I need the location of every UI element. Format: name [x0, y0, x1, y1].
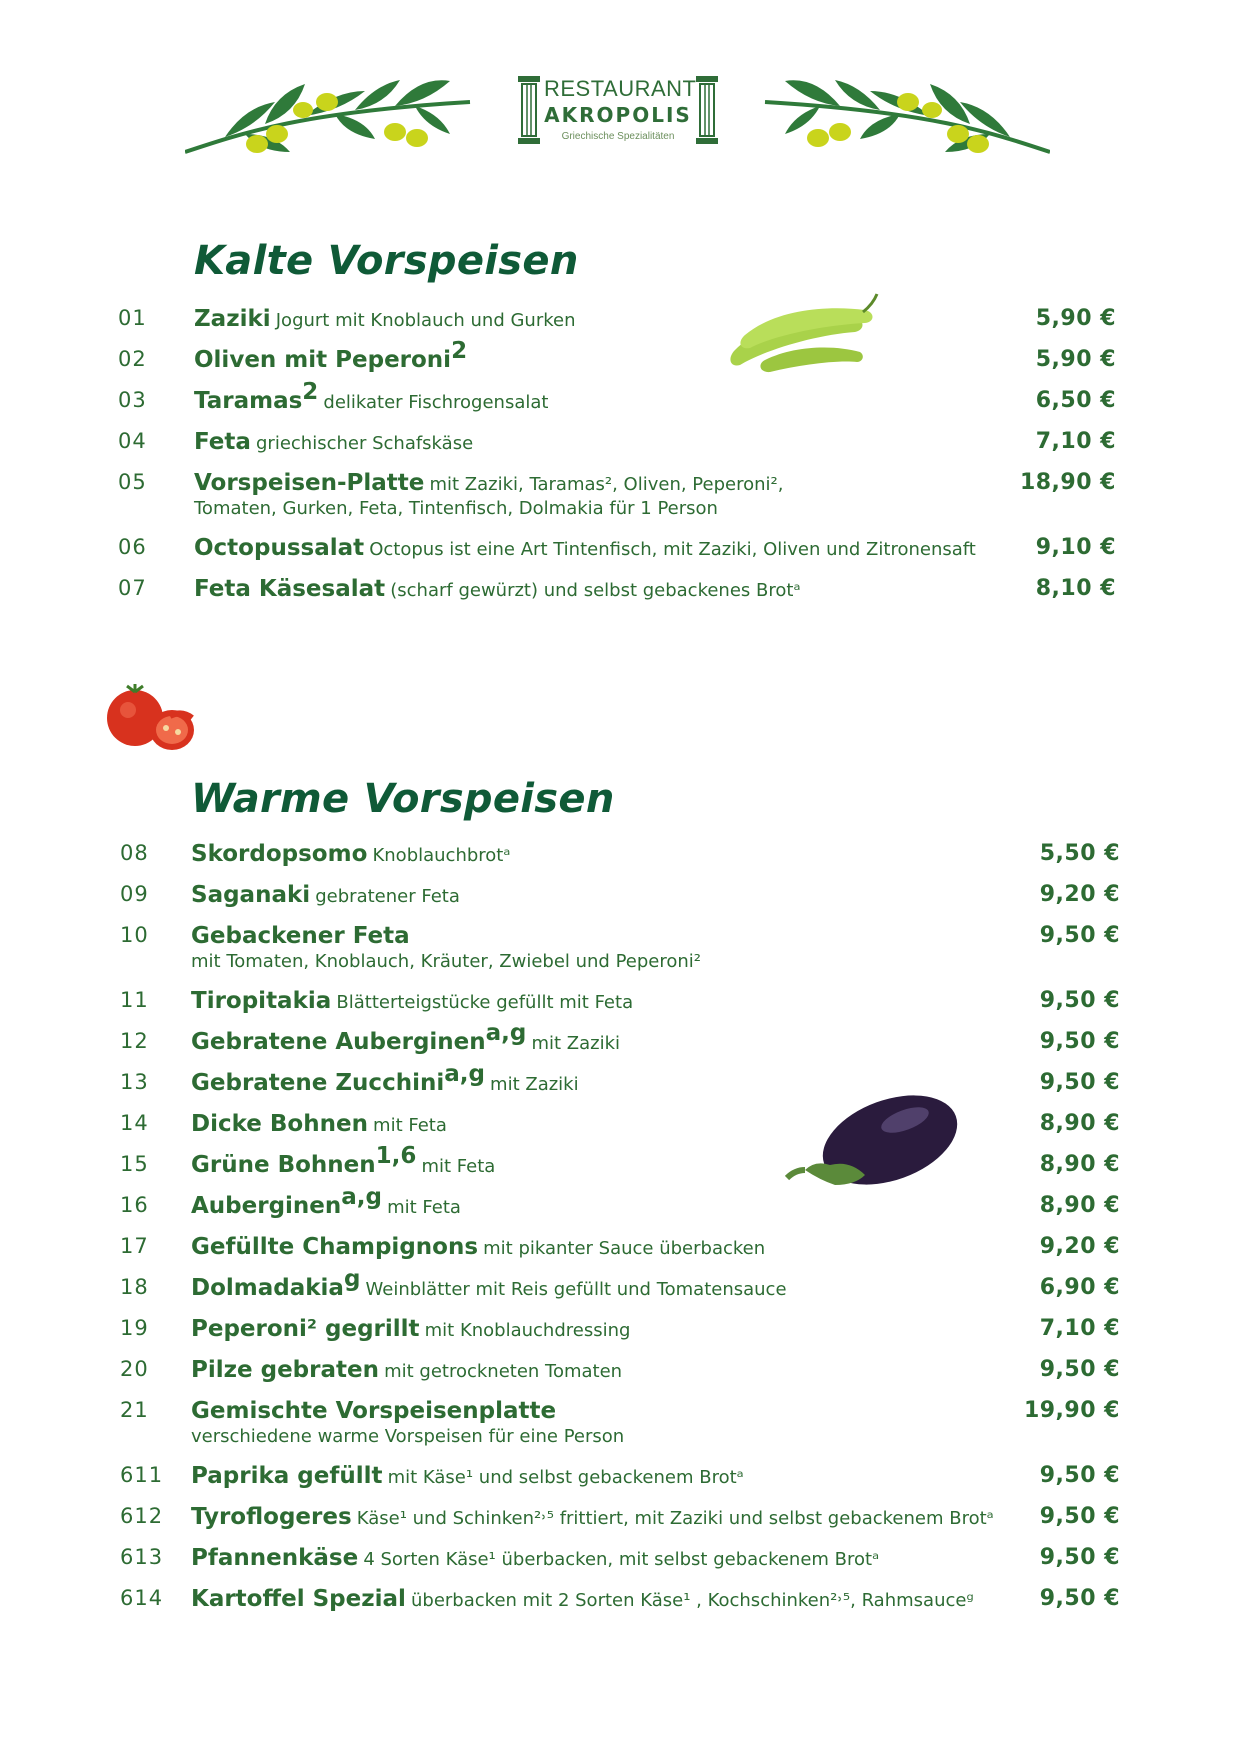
item-price: 8,90 €: [1039, 1111, 1120, 1136]
item-price: 9,20 €: [1039, 882, 1120, 907]
item-price: 9,50 €: [1039, 1357, 1120, 1382]
item-body: [191, 1463, 744, 1489]
item-description: mit Zaziki: [531, 1033, 621, 1054]
item-name: Peperoni² gegrillt: [191, 1316, 420, 1342]
item-number: 05: [118, 470, 147, 494]
item-name: Dolmadakia: [191, 1275, 344, 1301]
item-body: [194, 338, 468, 373]
item-body: [191, 1586, 974, 1612]
item-price: 8,10 €: [1035, 576, 1116, 601]
column-right-icon: [696, 76, 718, 146]
item-number: 03: [118, 388, 147, 412]
item-number: 13: [120, 1070, 149, 1094]
item-description: mit Zaziki, Taramas², Oliven, Peperoni²,: [429, 474, 784, 495]
item-description: mit pikanter Sauce überbacken: [483, 1238, 766, 1259]
item-price: 19,90 €: [1023, 1398, 1120, 1423]
item-name: Zaziki: [194, 306, 271, 332]
item-description-line2: mit Tomaten, Knoblauch, Kräuter, Zwiebel und Peperoni²: [191, 951, 702, 972]
item-price: 9,50 €: [1039, 1029, 1120, 1054]
allergen-superscript: 1,6: [375, 1143, 417, 1169]
item-description: mit Zaziki: [490, 1074, 579, 1095]
item-price: 9,50 €: [1039, 1463, 1120, 1488]
allergen-superscript: 2: [302, 379, 319, 405]
item-number: 04: [118, 429, 147, 453]
olive-branch-right-icon: [760, 72, 1050, 162]
item-description: mit Feta: [421, 1156, 496, 1177]
item-body: [194, 470, 783, 519]
item-price: 7,10 €: [1035, 429, 1116, 454]
item-name: Paprika gefüllt: [191, 1463, 383, 1489]
item-name: Pfannenkäse: [191, 1545, 359, 1571]
item-name: Tyroflogeres: [191, 1504, 352, 1530]
item-name: Grüne Bohnen: [191, 1152, 376, 1178]
item-body: [194, 379, 549, 414]
item-body: [191, 1234, 765, 1260]
item-number: 06: [118, 535, 147, 559]
item-body: [191, 1143, 496, 1178]
item-price: 5,90 €: [1035, 306, 1116, 331]
item-description: Octopus ist eine Art Tintenfisch, mit Zaziki, Oliven und Zitronensaft: [369, 539, 976, 560]
item-price: 8,90 €: [1039, 1193, 1120, 1218]
allergen-superscript: a,g: [341, 1184, 383, 1210]
item-description: gebratener Feta: [315, 886, 460, 907]
item-description: Käse¹ und Schinken²˒⁵ frittiert, mit Zaziki und selbst gebackenem Brotᵃ: [356, 1508, 994, 1529]
item-name: Auberginen: [191, 1193, 342, 1219]
item-name: Feta Käsesalat: [194, 576, 386, 602]
item-name: Gebratene Auberginen: [191, 1029, 486, 1055]
logo-restaurant-text: RESTAURANT: [544, 76, 697, 101]
item-description: überbacken mit 2 Sorten Käse¹ , Kochschinken²˒⁵, Rahmsauceᵍ: [411, 1590, 974, 1611]
item-price: 18,90 €: [1019, 470, 1116, 495]
item-name: Vorspeisen-Platte: [194, 470, 425, 496]
item-name: Gebratene Zucchini: [191, 1070, 445, 1096]
item-body: [191, 882, 460, 908]
item-body: [191, 1357, 622, 1383]
item-description: Blätterteigstücke gefüllt mit Feta: [336, 992, 634, 1013]
item-name: Octopussalat: [194, 535, 365, 561]
item-number: 10: [120, 923, 149, 947]
item-body: [194, 306, 576, 332]
item-body: [191, 1398, 624, 1447]
item-number: 612: [120, 1504, 164, 1528]
item-body: [191, 841, 510, 867]
item-name: Feta: [194, 429, 251, 455]
item-number: 14: [120, 1111, 149, 1135]
item-name: Dicke Bohnen: [191, 1111, 368, 1137]
item-number: 15: [120, 1152, 149, 1176]
allergen-superscript: 2: [451, 338, 468, 364]
item-price: 9,50 €: [1039, 1545, 1120, 1570]
item-price: 6,90 €: [1039, 1275, 1120, 1300]
item-description: griechischer Schafskäse: [256, 433, 474, 454]
item-number: 18: [120, 1275, 149, 1299]
item-body: [191, 1184, 461, 1219]
item-body: [191, 923, 701, 972]
item-name: Gefüllte Champignons: [191, 1234, 479, 1260]
section-title-kalte: Kalte Vorspeisen: [194, 238, 579, 284]
item-number: 20: [120, 1357, 149, 1381]
item-price: 5,90 €: [1035, 347, 1116, 372]
pepper-icon: [725, 290, 885, 380]
item-name: Gebackener Feta: [191, 923, 410, 949]
item-body: [191, 1061, 579, 1096]
item-description: mit Käse¹ und selbst gebackenem Brotᵃ: [387, 1467, 744, 1488]
item-number: 613: [120, 1545, 164, 1569]
item-body: [194, 535, 976, 561]
item-price: 9,50 €: [1039, 1586, 1120, 1611]
item-number: 09: [120, 882, 149, 906]
item-name: Oliven mit Peperoni: [194, 347, 452, 373]
item-price: 9,50 €: [1039, 1504, 1120, 1529]
item-price: 7,10 €: [1039, 1316, 1120, 1341]
item-description: Weinblätter mit Reis gefüllt und Tomatensauce: [365, 1279, 787, 1300]
item-number: 611: [120, 1463, 164, 1487]
page-header: [0, 62, 1240, 162]
item-description-line2: verschiedene warme Vorspeisen für eine Person: [191, 1426, 625, 1447]
tomato-icon: [100, 680, 210, 760]
item-number: 11: [120, 988, 149, 1012]
item-name: Saganaki: [191, 882, 311, 908]
item-name: Taramas: [194, 388, 303, 414]
item-price: 9,10 €: [1035, 535, 1116, 560]
olive-branch-left-icon: [185, 72, 475, 162]
allergen-superscript: a,g: [485, 1020, 527, 1046]
item-description: mit getrockneten Tomaten: [384, 1361, 623, 1382]
item-body: [191, 1316, 630, 1342]
item-name: Skordopsomo: [191, 841, 368, 867]
column-left-icon: [518, 76, 540, 146]
item-number: 08: [120, 841, 149, 865]
item-body: [194, 429, 473, 455]
item-price: 6,50 €: [1035, 388, 1116, 413]
item-description: 4 Sorten Käse¹ überbacken, mit selbst gebackenem Brotᵃ: [363, 1549, 880, 1570]
item-number: 07: [118, 576, 147, 600]
eggplant-icon: [785, 1075, 965, 1215]
item-description: Knoblauchbrotᵃ: [372, 845, 511, 866]
item-body: [191, 1504, 994, 1530]
item-body: [191, 1020, 621, 1055]
item-description: delikater Fischrogensalat: [323, 392, 549, 413]
item-number: 614: [120, 1586, 164, 1610]
item-number: 16: [120, 1193, 149, 1217]
item-description: mit Knoblauchdressing: [424, 1320, 631, 1341]
item-description: Jogurt mit Knoblauch und Gurken: [275, 310, 576, 331]
item-number: 21: [120, 1398, 149, 1422]
allergen-superscript: g: [343, 1266, 361, 1292]
item-number: 12: [120, 1029, 149, 1053]
restaurant-logo: [518, 76, 718, 151]
item-name: Kartoffel Spezial: [191, 1586, 406, 1612]
item-name: Gemischte Vorspeisenplatte: [191, 1398, 557, 1424]
item-body: [191, 1111, 447, 1137]
item-name: Tiropitakia: [191, 988, 332, 1014]
item-price: 9,50 €: [1039, 1070, 1120, 1095]
item-price: 5,50 €: [1039, 841, 1120, 866]
item-description: mit Feta: [387, 1197, 461, 1218]
item-description: mit Feta: [373, 1115, 447, 1136]
section-title-warme: Warme Vorspeisen: [191, 776, 615, 822]
item-price: 9,50 €: [1039, 988, 1120, 1013]
item-number: 19: [120, 1316, 149, 1340]
item-description: (scharf gewürzt) und selbst gebackenes Brotᵃ: [390, 580, 801, 601]
item-number: 02: [118, 347, 147, 371]
item-price: 9,20 €: [1039, 1234, 1120, 1259]
item-number: 17: [120, 1234, 149, 1258]
item-body: [194, 576, 801, 602]
item-description-line2: Tomaten, Gurken, Feta, Tintenfisch, Dolmakia für 1 Person: [194, 498, 718, 519]
logo-subtitle: Griechische Spezialitäten: [561, 131, 675, 142]
item-body: [191, 988, 633, 1014]
item-body: [191, 1545, 879, 1571]
allergen-superscript: a,g: [444, 1061, 485, 1087]
item-price: 9,50 €: [1039, 923, 1120, 948]
logo-name: AKROPOLIS: [544, 103, 692, 127]
item-price: 8,90 €: [1039, 1152, 1120, 1177]
item-body: [191, 1266, 787, 1301]
item-number: 01: [118, 306, 147, 330]
item-name: Pilze gebraten: [191, 1357, 379, 1383]
